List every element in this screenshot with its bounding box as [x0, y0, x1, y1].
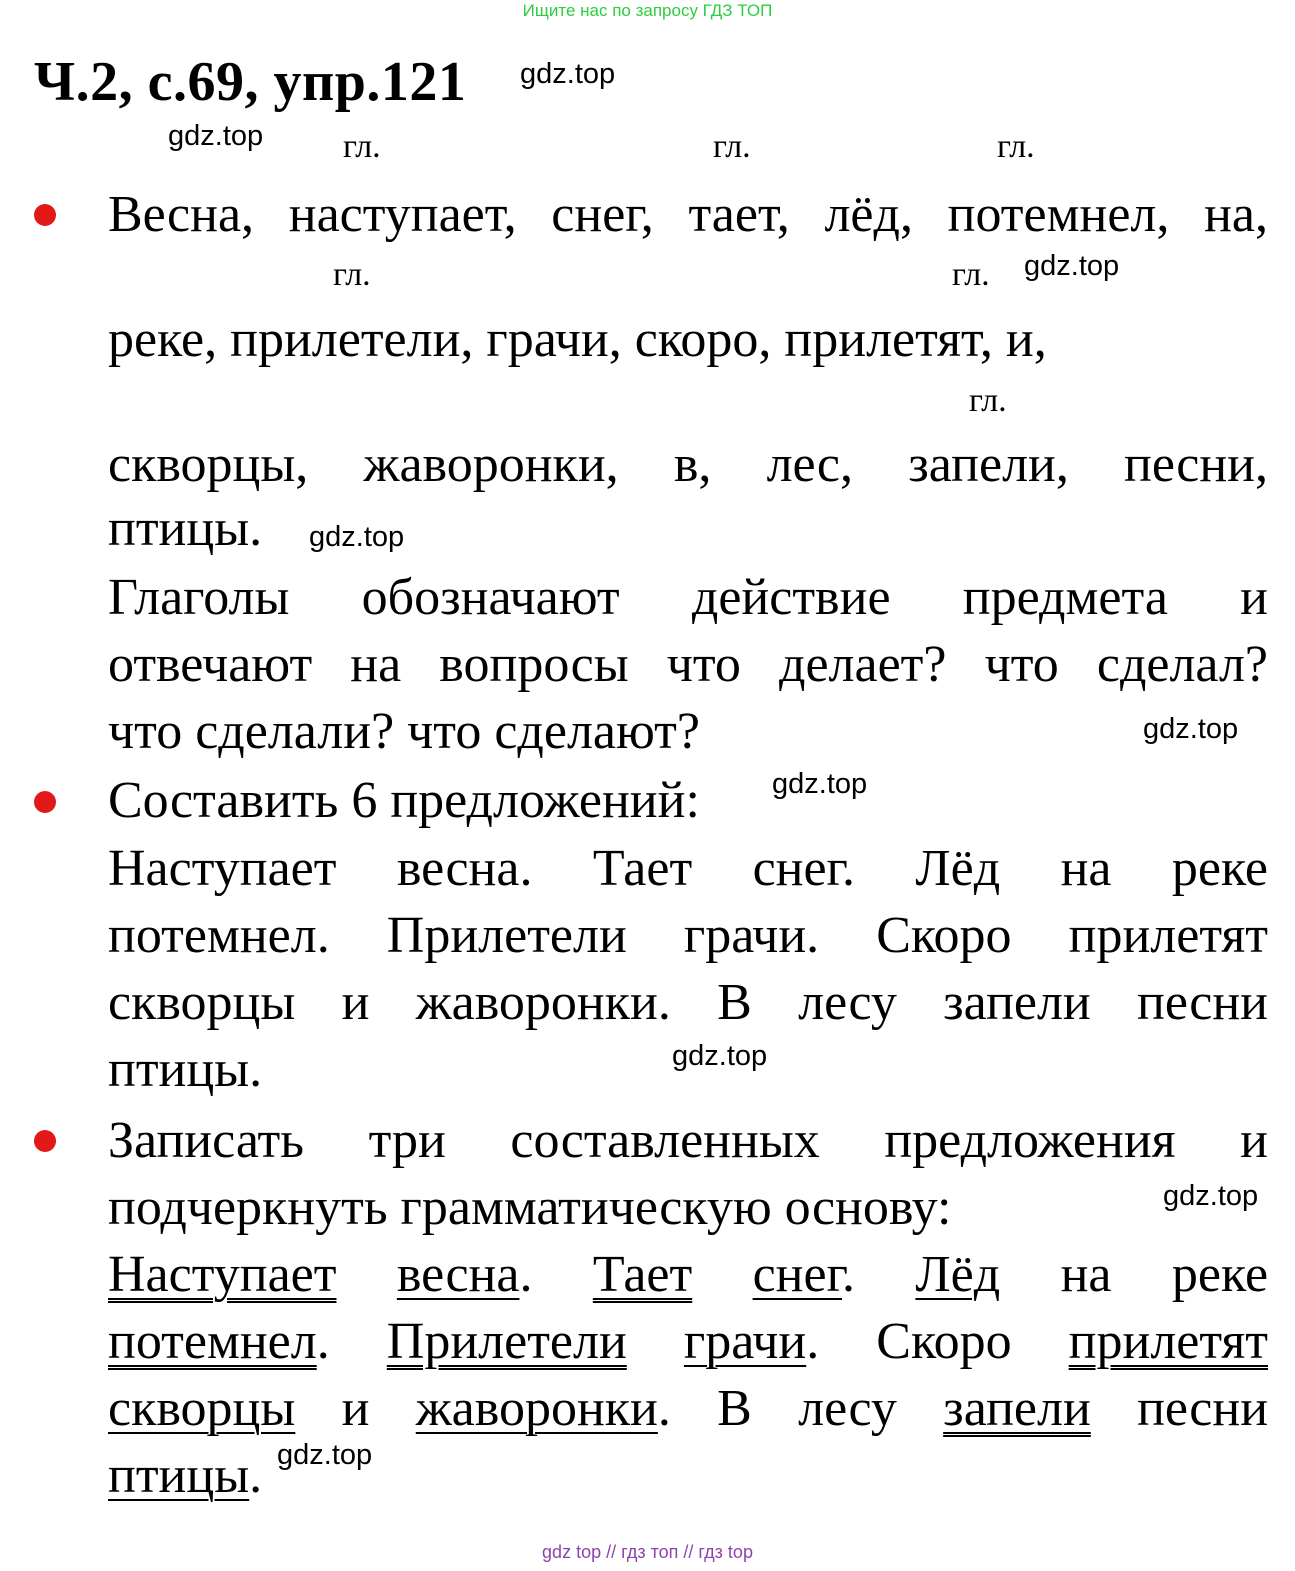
watermark: gdz.top [1163, 1180, 1259, 1212]
verb-mark: гл. [997, 128, 1035, 165]
bullet-1 [34, 204, 56, 226]
watermark: gdz.top [672, 1040, 768, 1072]
explanation-line-1: Глаголы обозначают действие предмета и [108, 569, 1268, 626]
watermark: gdz.top [168, 120, 264, 152]
word: песни [1137, 1380, 1269, 1437]
bullet-3 [34, 1130, 56, 1152]
sentences-line-1: Наступает весна. Тает снег. Лёд на реке [108, 840, 1268, 897]
verb-mark: гл. [952, 256, 990, 293]
sentences-line-2: потемнел. Прилетели грачи. Скоро прилетят [108, 907, 1268, 964]
subject: скворцы [108, 1380, 296, 1437]
underlined-line-3: скворцы и жаворонки. В лесу запели песни [108, 1380, 1269, 1437]
subject: жаворонки [415, 1380, 658, 1437]
verb-mark: гл. [969, 382, 1007, 419]
section3-heading-line-2: подчеркнуть грамматическую основу: [108, 1179, 952, 1236]
predicate: Тает [592, 1246, 693, 1303]
word: на [1060, 1246, 1112, 1303]
underlined-line-2: потемнел. Прилетели грачи. Скоро прилетят [108, 1313, 1269, 1370]
subject: грачи [683, 1313, 807, 1370]
word-list-line-3: скворцы, жаворонки, в, лес, запели, песни, [108, 436, 1268, 493]
predicate: потемнел [108, 1313, 317, 1370]
subject: птицы [108, 1447, 250, 1504]
explanation-line-2: отвечают на вопросы что делает? что сделал? [108, 636, 1268, 693]
subject: весна [396, 1246, 520, 1303]
word-list-line-4: птицы. [108, 500, 263, 557]
word: В [717, 1380, 752, 1437]
watermark: gdz.top [1024, 250, 1120, 282]
word: Скоро [876, 1313, 1012, 1370]
section2-heading: Составить 6 предложений: [108, 772, 700, 829]
watermark: gdz.top [309, 521, 405, 553]
sentences-line-3: скворцы и жаворонки. В лесу запели песни [108, 974, 1268, 1031]
predicate: Наступает [108, 1246, 337, 1303]
watermark: gdz.top [1143, 713, 1239, 745]
watermark: gdz.top [277, 1439, 373, 1471]
predicate: прилетят [1068, 1313, 1269, 1370]
underlined-line-4: птицы. [108, 1447, 263, 1504]
sentences-line-4: птицы. [108, 1041, 263, 1098]
subject: Лёд [915, 1246, 1001, 1303]
watermark: gdz.top [520, 58, 616, 90]
explanation-line-3: что сделали? что сделают? [108, 703, 700, 760]
watermark: gdz.top [772, 768, 868, 800]
verb-mark: гл. [343, 128, 381, 165]
underlined-line-1: Наступает весна. Тает снег. Лёд на реке [108, 1246, 1269, 1303]
predicate: Прилетели [386, 1313, 627, 1370]
subject: снег [752, 1246, 843, 1303]
verb-mark: гл. [333, 256, 371, 293]
word: лесу [798, 1380, 897, 1437]
word-list-line-2: реке, прилетели, грачи, скоро, прилетят, и, [108, 311, 1047, 368]
verb-mark: гл. [713, 128, 751, 165]
search-banner: Ищите нас по запросу ГДЗ ТОП [522, 1, 773, 20]
footer-links: gdz top // гдз топ // гдз top [542, 1542, 753, 1562]
section3-heading-line-1: Записать три составленных предложения и [108, 1112, 1268, 1169]
bullet-2 [34, 791, 56, 813]
page-title: Ч.2, с.69, упр.121 [34, 51, 467, 113]
predicate: запели [943, 1380, 1091, 1437]
word: и [341, 1380, 370, 1437]
word-list-line-1: Весна, наступает, снег, тает, лёд, потемнел, на, [108, 186, 1268, 243]
word: реке [1171, 1246, 1269, 1303]
